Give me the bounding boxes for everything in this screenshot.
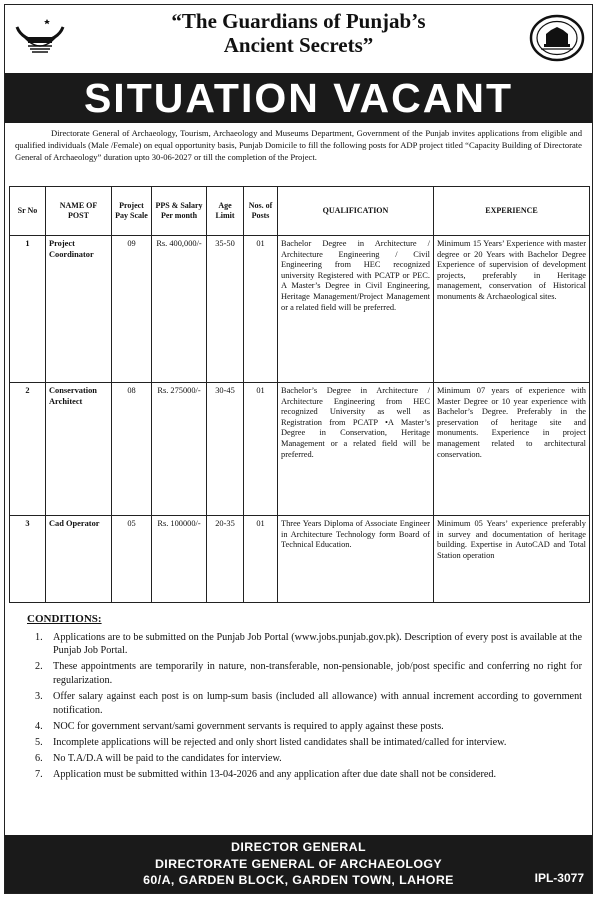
header-salary: PPS & Salary Per month (152, 187, 207, 236)
condition-number: 4. (35, 720, 43, 732)
condition-number: 3. (35, 690, 43, 702)
condition-number: 1. (35, 631, 43, 643)
header-age-limit: Age Limit (207, 187, 244, 236)
condition-item (27, 660, 582, 687)
condition-item (27, 736, 582, 750)
condition-number: 5. (35, 736, 43, 748)
conditions-section (27, 613, 582, 784)
archaeology-department-emblem-icon (528, 13, 586, 63)
condition-text: Applications are to be submitted on the Punjab Job Portal (www.jobs.punjab.gov.pk). Description of every post is available at the Punjab Job Portal. (53, 631, 582, 657)
condition-text: Application must be submitted within 13-04-2026 and any application after due date shall not be considered. (53, 768, 497, 780)
header-nos-of-posts: Nos. of Posts (244, 187, 278, 236)
condition-number: 7. (35, 768, 43, 780)
header-sr-no: Sr No (10, 187, 46, 236)
row-qualification: Bachelor Degree in Architecture / Architecture Engineering / Civil Engineering from HEC recognized university Registered with PCATP or PEC. A Master’s Degree in Civil Engineering, Heritage Management/Project Management or a related field will be preferred. (278, 236, 434, 383)
header-qualification: QUALIFICATION (278, 187, 434, 236)
footer-reference-number: IPL-3077 (534, 871, 584, 885)
row-experience: Minimum 05 Years’ experience preferably in survey and documentation of heritage building. Expertise in AutoCAD and Total Station operation (434, 516, 590, 603)
title-line-1: “The Guardians of Punjab’s (171, 9, 426, 33)
row-post-name: Cad Operator (46, 516, 112, 603)
footer-directorate: DIRECTORATE GENERAL OF ARCHAEOLOGY (154, 856, 443, 871)
row-age-limit: 30-45 (207, 383, 244, 516)
footer-designation: DIRECTOR GENERAL (231, 840, 366, 854)
row-pay-scale: 08 (112, 383, 152, 516)
row-qualification: Three Years Diploma of Associate Engineer in Architecture Technology form Board of Technical Education. (278, 516, 434, 603)
footer-signature-block (5, 835, 592, 893)
intro-paragraph: Directorate General of Archaeology, Tourism, Archaeology and Museums Department, Government of the Punjab invites applications from eligible and qualified individuals (Male /Female) on equal opportunity basis, Punjab Domicile to fill the following posts for ADP project titled “Capacity Building of Directorate General of Archaeology” duration upto 30-06-2027 or till the completion of the Project. (15, 128, 582, 163)
row-experience: Minimum 07 years of experience with Master Degree or 10 year experience with Bachelor’s Degree. Preferably in the preservation of heritage site and monuments. Experience in project management related to architectural conservation. (434, 383, 590, 516)
condition-item (27, 720, 582, 734)
condition-text: Offer salary against each post is on lump-sum basis (included all allowance) with annual increment according to government notification. (53, 690, 582, 716)
condition-item (27, 752, 582, 766)
table-header-row (10, 187, 590, 236)
condition-item (27, 631, 582, 658)
row-pay-scale: 05 (112, 516, 152, 603)
row-sr: 3 (10, 516, 46, 603)
conditions-list (27, 631, 582, 782)
row-experience: Minimum 15 Years’ Experience with master degree or 20 Years with Bachelor Degree Experience of supervision of development projects, preferably in Heritage management, conservation of Historical monuments & Archaeological sites. (434, 236, 590, 383)
punjab-government-emblem-icon (11, 13, 69, 63)
header (5, 5, 592, 75)
conditions-heading: CONDITIONS: (27, 613, 102, 625)
posts-table (9, 186, 590, 603)
condition-text: No T.A/D.A will be paid to the candidates for interview. (53, 752, 282, 764)
condition-item (27, 768, 582, 782)
row-age-limit: 20-35 (207, 516, 244, 603)
title-line-2: Ancient Secrets” (223, 33, 374, 57)
row-qualification: Bachelor’s Degree in Architecture / Architecture Engineering from HEC recognized University as well as Registration from PCATP •A Master’s Degree in Conservation, Heritage Management or a related field will be preferred. (278, 383, 434, 516)
table-row (10, 236, 590, 383)
header-experience: EXPERIENCE (434, 187, 590, 236)
advertisement-title (95, 9, 502, 57)
table-row (10, 516, 590, 603)
condition-text: Incomplete applications will be rejected and only short listed candidates shall be intimated/called for interview. (53, 736, 507, 748)
header-pay-scale: Project Pay Scale (112, 187, 152, 236)
row-salary: Rs. 100000/- (152, 516, 207, 603)
condition-number: 6. (35, 752, 43, 764)
header-name-of-post: NAME OF POST (46, 187, 112, 236)
condition-item (27, 690, 582, 717)
row-post-name: Project Coordinator (46, 236, 112, 383)
advertisement-page (4, 4, 593, 894)
situation-vacant-banner: SITUATION VACANT (5, 73, 592, 123)
row-sr: 1 (10, 236, 46, 383)
condition-number: 2. (35, 661, 43, 673)
condition-text: NOC for government servant/sami government servants is required to apply against these posts. (53, 720, 444, 732)
row-sr: 2 (10, 383, 46, 516)
condition-text: These appointments are temporarily in nature, non-transferable, non-pensionable, job/post specific and conferring no right for regularization. (53, 661, 582, 686)
row-salary: Rs. 275000/- (152, 383, 207, 516)
row-pay-scale: 09 (112, 236, 152, 383)
row-posts: 01 (244, 236, 278, 383)
row-posts: 01 (244, 516, 278, 603)
row-age-limit: 35-50 (207, 236, 244, 383)
table-row (10, 383, 590, 516)
footer-address: 60/A, GARDEN BLOCK, GARDEN TOWN, LAHORE (143, 873, 454, 887)
row-posts: 01 (244, 383, 278, 516)
row-salary: Rs. 400,000/- (152, 236, 207, 383)
row-post-name: Conservation Architect (46, 383, 112, 516)
